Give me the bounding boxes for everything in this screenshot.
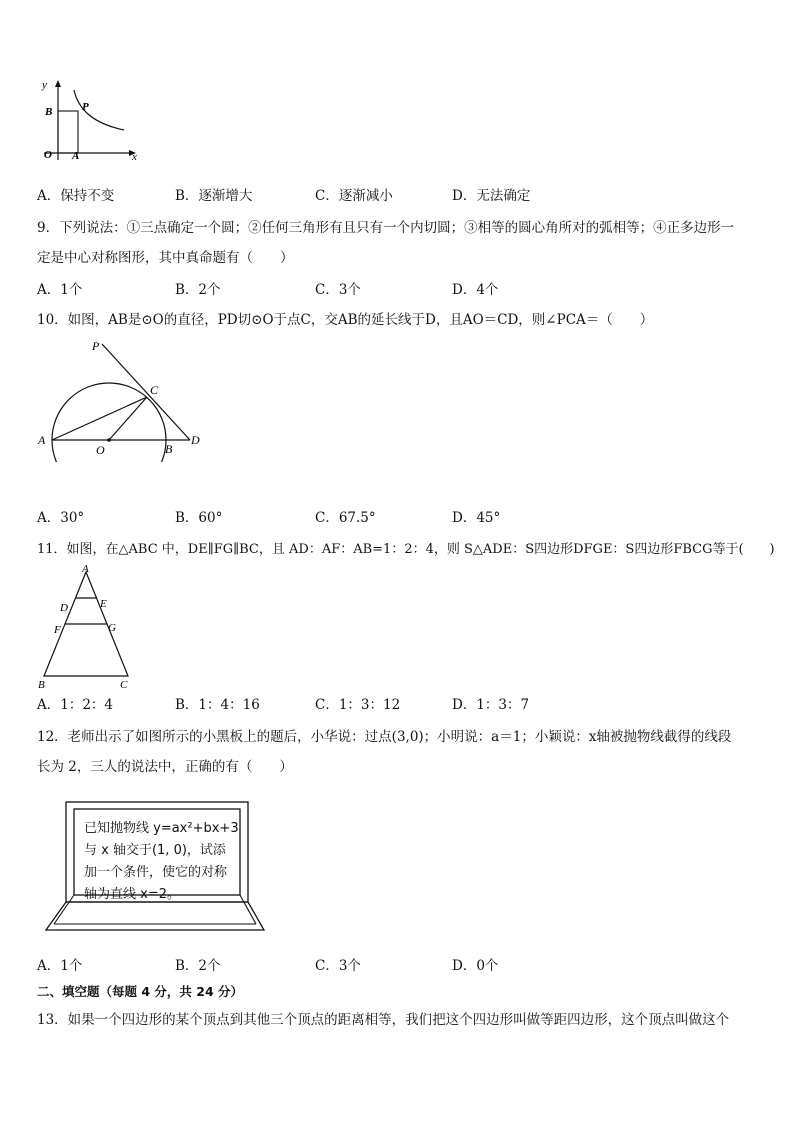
q10-option-c: C．67.5° — [315, 510, 376, 526]
q8-option-b: B．逐渐增大 — [175, 188, 253, 204]
q10-option-a: A．30° — [37, 510, 85, 526]
q9-option-b: B．2个 — [175, 282, 221, 298]
q9-option-c: C．3个 — [315, 282, 361, 298]
q11-label-e: E — [100, 598, 107, 610]
q10-label-a: A — [38, 433, 46, 447]
q12-board-line1: 已知抛物线 y=ax²+bx+3 — [84, 821, 239, 836]
q10-stem: 10．如图，AB是⊙O的直径，PD切⊙O于点C，交AB的延长线于D，且AO＝CD，则∠PCA＝（ ） — [37, 312, 654, 328]
q10-option-d: D．45° — [452, 510, 501, 526]
q8-label-b: B — [45, 106, 53, 118]
q9-stem-line1: 9．下列说法：①三点确定一个圆；②任何三角形有且只有一个内切圆；③相等的圆心角所对的弧相等；④正多边形一 — [37, 220, 735, 236]
q10-option-b: B．60° — [175, 510, 223, 526]
q11-label-a: A — [82, 563, 89, 575]
q8-label-x: x — [132, 151, 137, 163]
q10-label-o: O — [96, 443, 105, 457]
q8-label-p: P — [82, 101, 89, 113]
q11-option-a: A．1：2：4 — [37, 697, 114, 713]
q8-option-c: C．逐渐减小 — [315, 188, 393, 204]
q12-board-line2: 与 x 轴交于(1, 0)，试添 — [84, 843, 226, 858]
q12-option-b: B．2个 — [175, 958, 221, 974]
q9-option-d: D．4个 — [452, 282, 499, 298]
q12-board-line3: 加一个条件，使它的对称 — [84, 865, 228, 880]
q11-label-c: C — [120, 679, 128, 691]
q8-hyperbola-figure — [36, 78, 146, 168]
q12-stem-line2: 长为 2，三人的说法中，正确的有（ ） — [37, 759, 293, 775]
q11-stem: 11．如图，在△ABC 中，DE∥FG∥BC，且 AD：AF：AB=1：2：4，则 S△ADE：S四边形DFGE：S四边形FBCG等于( ) — [37, 542, 775, 557]
q13-stem-line1: 13．如果一个四边形的某个顶点到其他三个顶点的距离相等，我们把这个四边形叫做等距四边形，这个顶点叫做这个 — [37, 1012, 730, 1028]
section-heading-fill-in: 二、填空题（每题 4 分，共 24 分） — [37, 984, 244, 999]
q12-stem-line1: 12．老师出示了如图所示的小黑板上的题后，小华说：过点(3,0)；小明说：a＝1；小颖说：x轴被抛物线截得的线段 — [37, 729, 732, 745]
q9-option-a: A．1个 — [37, 282, 83, 298]
q10-label-p: P — [92, 339, 100, 353]
q8-option-a: A．保持不变 — [37, 188, 115, 204]
q12-board-line4: 轴为直线 x=2。 — [84, 887, 180, 902]
q8-label-y: y — [42, 79, 47, 91]
q11-label-b: B — [38, 679, 45, 691]
q11-label-g: G — [108, 622, 116, 634]
q8-option-d: D．无法确定 — [452, 188, 531, 204]
q8-label-a: A — [72, 150, 80, 162]
q12-option-d: D．0个 — [452, 958, 499, 974]
q10-label-c: C — [150, 383, 159, 397]
q8-label-o: O — [44, 149, 52, 161]
q11-option-b: B．1：4：16 — [175, 697, 260, 713]
q11-label-d: D — [60, 602, 68, 614]
q9-stem-line2: 定是中心对称图形，其中真命题有（ ） — [37, 250, 294, 266]
q10-label-b: B — [165, 442, 173, 456]
q11-label-f: F — [54, 624, 61, 636]
q11-triangle-figure — [34, 562, 144, 692]
q12-option-a: A．1个 — [37, 958, 83, 974]
q11-option-c: C．1：3：12 — [315, 697, 401, 713]
q12-option-c: C．3个 — [315, 958, 361, 974]
q10-circle-tangent-figure — [34, 336, 214, 462]
q11-option-d: D．1：3：7 — [452, 697, 530, 713]
q10-label-d: D — [191, 433, 200, 447]
